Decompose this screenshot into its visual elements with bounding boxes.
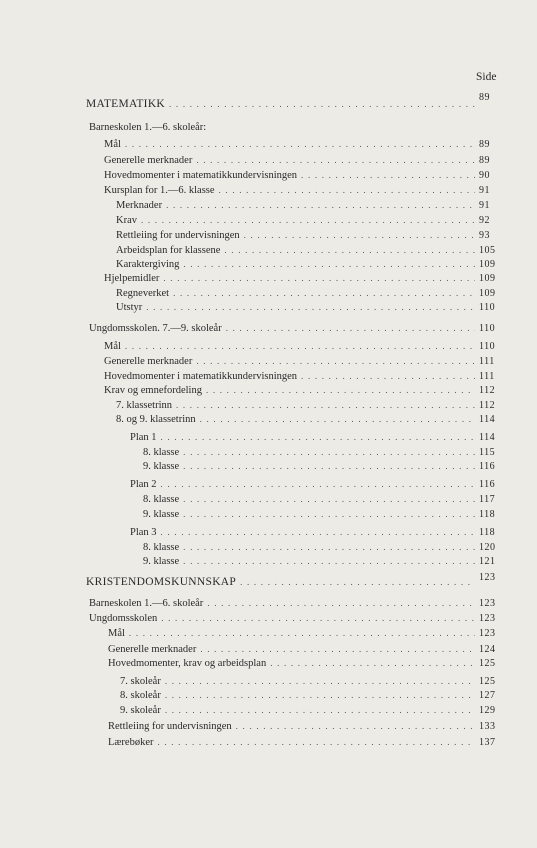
toc-entry: Utstyr . . . 110 [116, 300, 501, 314]
toc-entry: Plan 2 . . . 116 [130, 477, 501, 491]
group-title-ungdomsskolen: Ungdomsskolen. 7.—9. skoleår . . . 110 [89, 321, 501, 335]
toc-entry: Ungdomsskolen . . . 123 [89, 611, 501, 625]
toc-entry: Plan 1 . . . 114 [130, 430, 501, 444]
toc-entry: 8. klasse . . . 117 [143, 492, 501, 506]
toc-entry: Merknader . . . 91 [116, 198, 501, 212]
toc-entry: Krav og emnefordeling . . . 112 [104, 383, 501, 397]
toc-entry: Arbeidsplan for klassene . . . 105 [116, 243, 501, 257]
toc-entry: Hovedmomenter, krav og arbeidsplan . . . 125 [108, 656, 501, 670]
toc-entry: Hovedmomenter i matematikkundervisningen . . . 111 [104, 369, 501, 383]
group-title-barneskolen: Barneskolen 1.—6. skoleår: [89, 122, 207, 133]
toc-entry: Hovedmomenter i matematikkundervisningen . . . 90 [104, 168, 501, 182]
toc-entry: 8. skoleår . . . 127 [120, 688, 501, 702]
toc-entry: Hjelpemidler . . . 109 [104, 271, 501, 285]
toc-entry: 9. klasse . . . 121 [143, 554, 501, 568]
toc-entry: 8. klasse . . . 115 [143, 445, 501, 459]
section-title-kristendomskunnskap: KRISTENDOMSKUNNSKAP . . . 123 [86, 575, 501, 589]
toc-entry: Mål . . . 123 [108, 626, 501, 640]
toc-entry: 9. klasse . . . 118 [143, 507, 501, 521]
toc-entry: 8. og 9. klassetrinn . . . 114 [116, 412, 501, 426]
toc-entry: Krav . . . 92 [116, 213, 501, 227]
toc-entry: Kursplan for 1.—6. klasse . . . 91 [104, 183, 501, 197]
toc-entry: 7. skoleår . . . 125 [120, 674, 501, 688]
toc-entry: Mål . . . 89 [104, 137, 501, 151]
toc-entry: 9. skoleår . . . 129 [120, 703, 501, 717]
toc-entry: Generelle merknader . . . 124 [108, 642, 501, 656]
toc-entry: Plan 3 . . . 118 [130, 525, 501, 539]
toc-entry: Lærebøker . . . 137 [108, 735, 501, 749]
toc-entry: 9. klasse . . . 116 [143, 459, 501, 473]
toc-entry: Generelle merknader . . . 89 [104, 153, 501, 167]
toc-entry: Mål . . . 110 [104, 339, 501, 353]
section-title-matematikk: MATEMATIKK . . . 89 [86, 97, 501, 111]
toc-entry: 7. klassetrinn . . . 112 [116, 398, 501, 412]
toc-entry: 8. klasse . . . 120 [143, 540, 501, 554]
toc-entry: Regneverket . . . 109 [116, 286, 501, 300]
toc-entry: Rettleiing for undervisningen . . . 133 [108, 719, 501, 733]
side-column-label: Side [476, 71, 497, 83]
toc-entry: Generelle merknader . . . 111 [104, 354, 501, 368]
toc-entry: Karaktergiving . . . 109 [116, 257, 501, 271]
toc-entry: Rettleiing for undervisningen . . . 93 [116, 228, 501, 242]
toc-entry: Barneskolen 1.—6. skoleår . . . 123 [89, 596, 501, 610]
